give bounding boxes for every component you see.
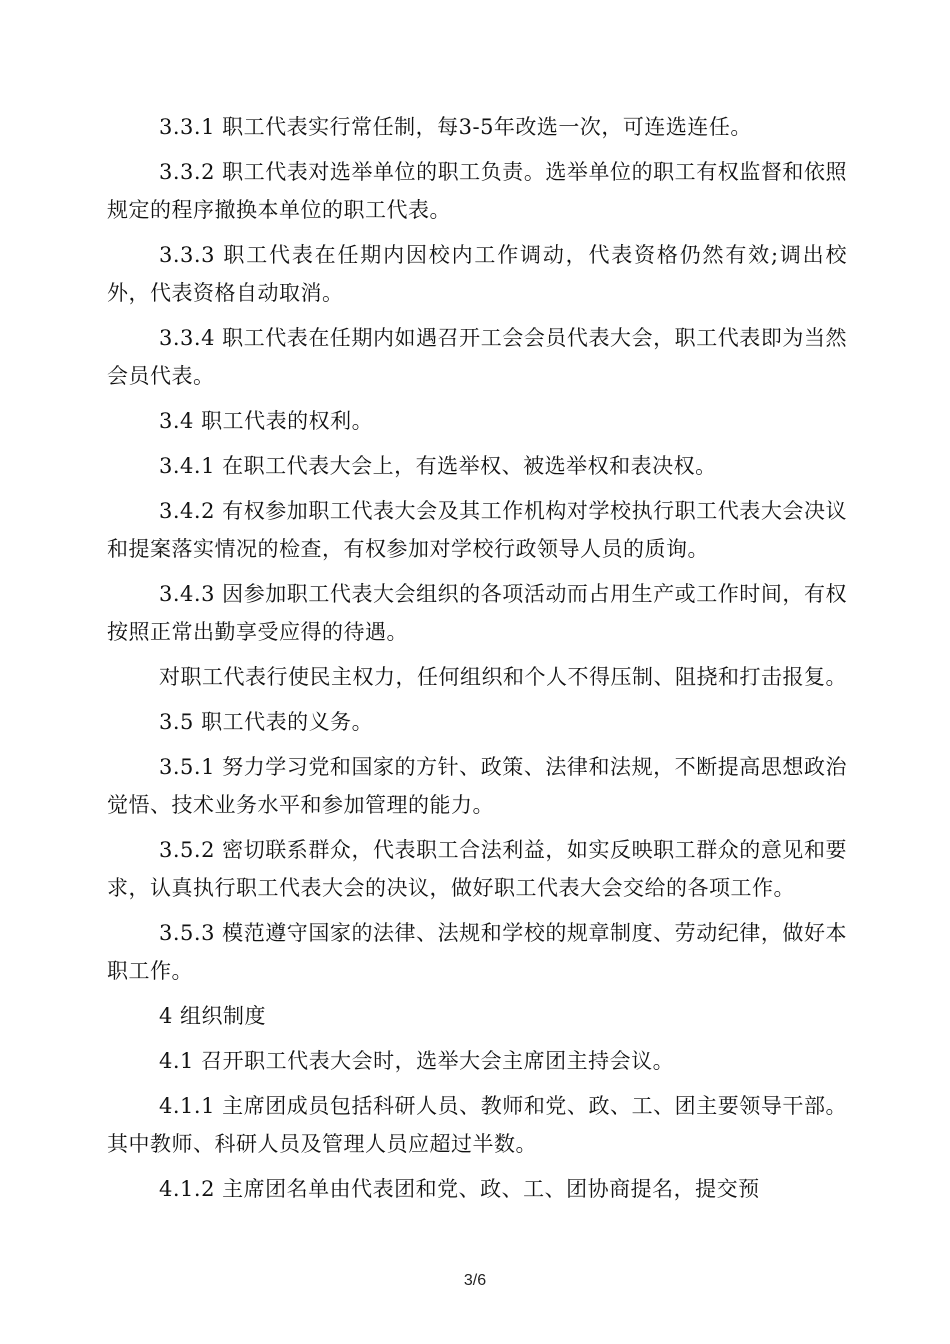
heading-4: 4 组织制度 bbox=[159, 1004, 267, 1028]
paragraph-3-3-1: 3.3.1 职工代表实行常任制，每3-5年改选一次，可连选连任。 bbox=[159, 115, 752, 139]
paragraph-3-4-3: 3.4.3 因参加职工代表大会组织的各项活动而占用生产或工作时间，有权按照正常出勤享受应得的待遇。 bbox=[107, 582, 847, 644]
paragraph-3-3-3: 3.3.3 职工代表在任期内因校内工作调动，代表资格仍然有效;调出校外，代表资格自动取消。 bbox=[107, 243, 847, 305]
paragraph-3-3-4: 3.3.4 职工代表在任期内如遇召开工会会员代表大会，职工代表即为当然会员代表。 bbox=[107, 326, 847, 388]
paragraph-4-1-1: 4.1.1 主席团成员包括科研人员、教师和党、政、工、团主要领导干部。其中教师、科研人员及管理人员应超过半数。 bbox=[107, 1094, 847, 1156]
document-body bbox=[107, 108, 847, 1215]
paragraph-protection: 对职工代表行使民主权力，任何组织和个人不得压制、阻挠和打击报复。 bbox=[159, 665, 847, 689]
paragraph-3-4-1: 3.4.1 在职工代表大会上，有选举权、被选举权和表决权。 bbox=[159, 454, 717, 478]
paragraph-3-3-2: 3.3.2 职工代表对选举单位的职工负责。选举单位的职工有权监督和依照规定的程序撤换本单位的职工代表。 bbox=[107, 160, 847, 222]
heading-3-5: 3.5 职工代表的义务。 bbox=[159, 710, 374, 734]
heading-3-4: 3.4 职工代表的权利。 bbox=[159, 409, 374, 433]
paragraph-3-5-3: 3.5.3 模范遵守国家的法律、法规和学校的规章制度、劳动纪律，做好本职工作。 bbox=[107, 921, 847, 983]
paragraph-3-5-2: 3.5.2 密切联系群众，代表职工合法利益，如实反映职工群众的意见和要求，认真执行职工代表大会的决议，做好职工代表大会交给的各项工作。 bbox=[107, 838, 847, 900]
paragraph-3-5-1: 3.5.1 努力学习党和国家的方针、政策、法律和法规，不断提高思想政治觉悟、技术业务水平和参加管理的能力。 bbox=[107, 755, 847, 817]
paragraph-4-1-2: 4.1.2 主席团名单由代表团和党、政、工、团协商提名，提交预 bbox=[159, 1177, 760, 1201]
page-number: 3/6 bbox=[463, 1272, 487, 1289]
paragraph-3-4-2: 3.4.2 有权参加职工代表大会及其工作机构对学校执行职工代表大会决议和提案落实情况的检查，有权参加对学校行政领导人员的质询。 bbox=[107, 499, 847, 561]
paragraph-4-1: 4.1 召开职工代表大会时，选举大会主席团主持会议。 bbox=[159, 1049, 675, 1073]
